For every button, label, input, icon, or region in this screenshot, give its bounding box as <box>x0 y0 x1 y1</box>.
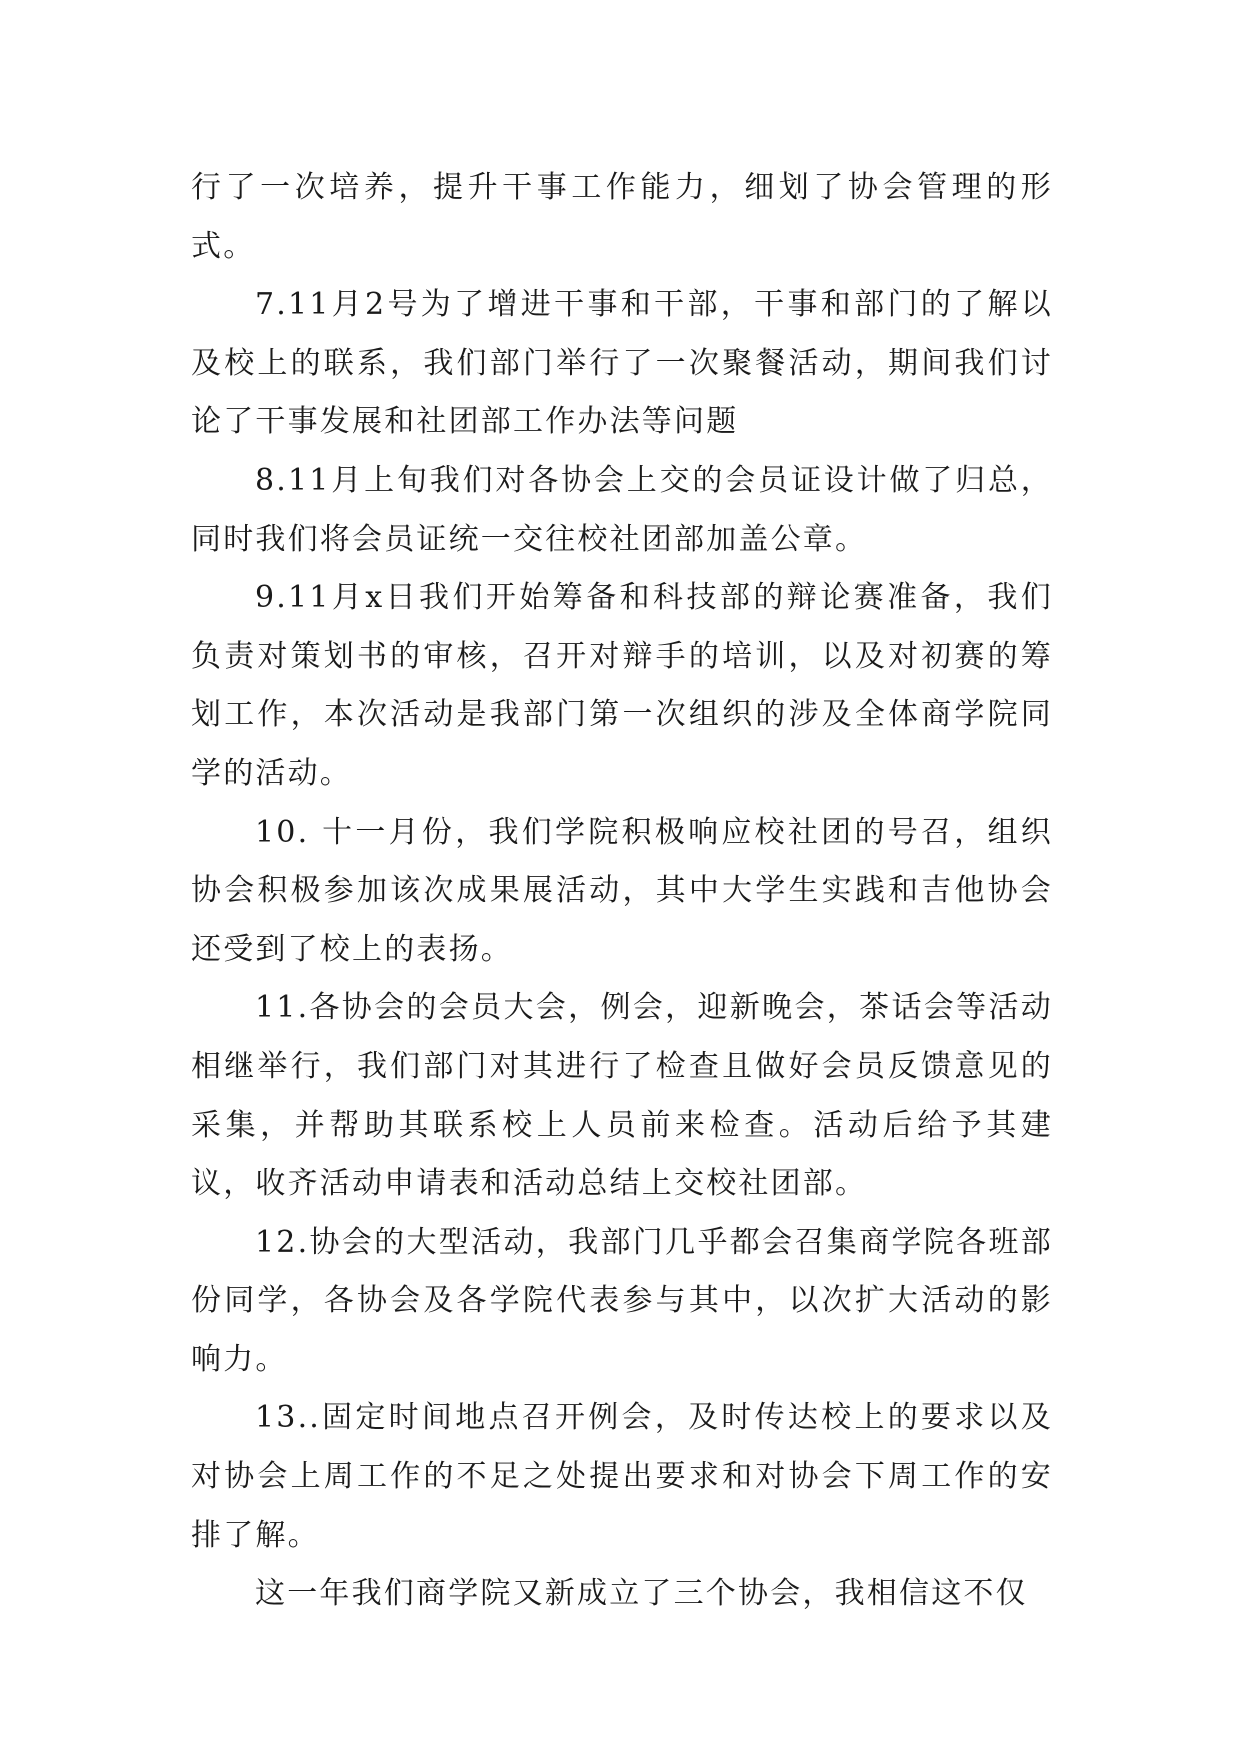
paragraph-6: 11.各协会的会员大会，例会，迎新晚会，茶话会等活动相继举行，我们部门对其进行了检查且做好会员反馈意见的采集，并帮助其联系校上人员前来检查。活动后给予其建议，收齐活动申请表和活动总结上交校社团部。 <box>191 990 1053 1202</box>
document-body <box>191 159 1053 1624</box>
paragraph-4: 9.11月x日我们开始筹备和科技部的辩论赛准备，我们负责对策划书的审核，召开对辩手的培训，以及对初赛的筹划工作，本次活动是我部门第一次组织的涉及全体商学院同学的活动。 <box>191 580 1053 791</box>
paragraph-1: 行了一次培养，提升干事工作能力，细划了协会管理的形式。 <box>191 170 1053 264</box>
paragraph-8: 13..固定时间地点召开例会，及时传达校上的要求以及对协会上周工作的不足之处提出要求和对协会下周工作的安排了解。 <box>191 1400 1053 1553</box>
paragraph-2: 7.11月2号为了增进干事和干部，干事和部门的了解以及校上的联系，我们部门举行了一次聚餐活动，期间我们讨论了干事发展和社团部工作办法等问题 <box>191 287 1053 440</box>
paragraph-7: 12.协会的大型活动，我部门几乎都会召集商学院各班部份同学，各协会及各学院代表参与其中，以次扩大活动的影响力。 <box>191 1224 1053 1377</box>
paragraph-9: 这一年我们商学院又新成立了三个协会，我相信这不仅 <box>255 1576 1028 1612</box>
paragraph-3: 8.11月上旬我们对各协会上交的会员证设计做了归总，同时我们将会员证统一交往校社团部加盖公章。 <box>191 462 1053 557</box>
paragraph-5: 10. 十一月份，我们学院积极响应校社团的号召，组织协会积极参加该次成果展活动，其中大学生实践和吉他协会还受到了校上的表扬。 <box>191 814 1053 967</box>
